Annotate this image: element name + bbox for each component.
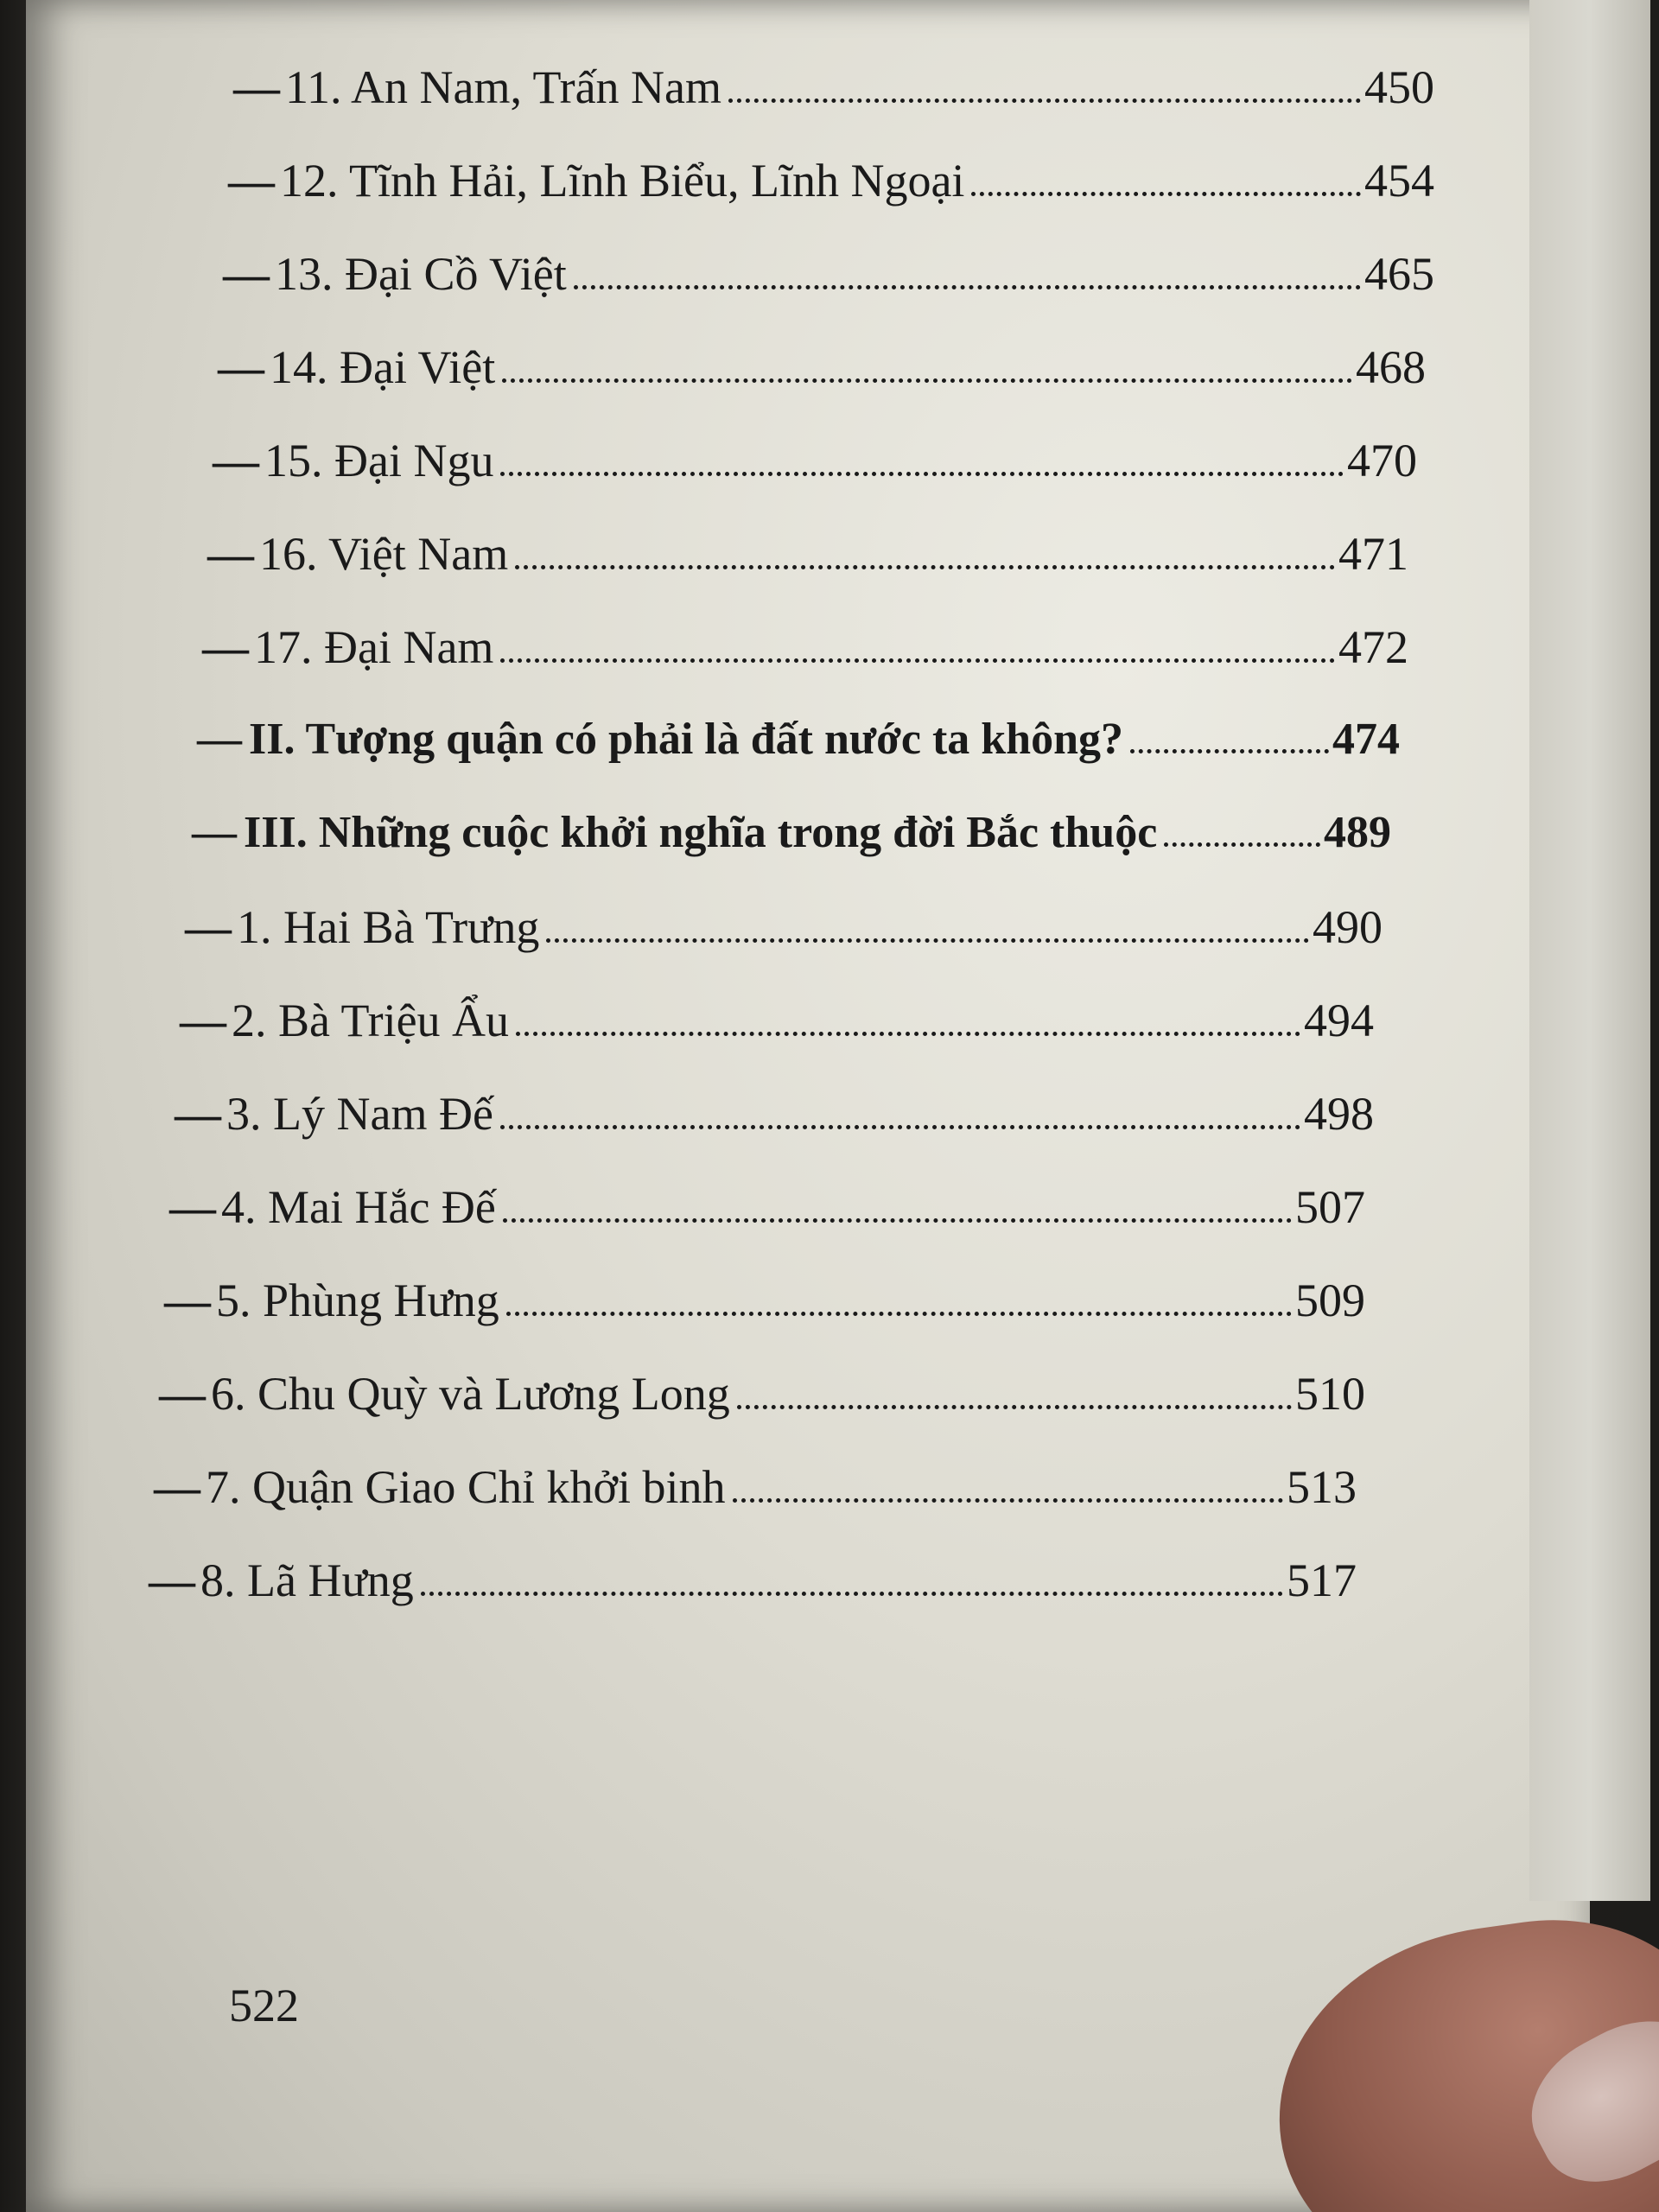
- toc-entry: [169, 1180, 1365, 1274]
- toc-entry-page: 474: [1332, 715, 1400, 764]
- toc-entry: [185, 900, 1382, 994]
- toc-entry-page: 471: [1338, 528, 1408, 580]
- thumbnail-shape: [1508, 1994, 1659, 2206]
- toc-entry: [223, 247, 1434, 340]
- dot-leader: [500, 472, 1344, 476]
- toc-entry-title: 8. Lã Hưng: [200, 1554, 414, 1606]
- toc-entry-page: 472: [1338, 621, 1408, 673]
- toc-entry-dash: —: [159, 1368, 206, 1420]
- toc-entry-dash: —: [207, 528, 254, 580]
- dot-leader: [1130, 749, 1329, 753]
- toc-entry-dash: —: [169, 1181, 216, 1233]
- toc-entry-page: 517: [1287, 1554, 1357, 1606]
- toc-entry: [149, 1554, 1357, 1647]
- toc-entry-dash: —: [175, 1088, 221, 1140]
- toc-entry-page: 454: [1364, 155, 1434, 207]
- dot-leader: [733, 1498, 1283, 1503]
- toc-entry-dash: —: [192, 808, 237, 857]
- table-of-contents: [149, 60, 1564, 1647]
- toc-entry-dash: —: [154, 1461, 200, 1513]
- dot-leader: [546, 938, 1309, 943]
- toc-entry: [159, 1367, 1365, 1460]
- toc-entry-page: 450: [1364, 61, 1434, 113]
- toc-entry: [180, 994, 1374, 1087]
- toc-entry-dash: —: [202, 621, 249, 673]
- dot-leader: [500, 658, 1335, 663]
- toc-entry: [154, 1460, 1357, 1554]
- toc-entry-title: 7. Quận Giao Chỉ khởi binh: [206, 1461, 726, 1513]
- toc-entry-title: 16. Việt Nam: [259, 528, 509, 580]
- toc-entry-title: 4. Mai Hắc Đế: [221, 1181, 496, 1233]
- toc-entry: [233, 60, 1434, 154]
- toc-entry-page: 468: [1356, 341, 1426, 393]
- toc-entry-title: 12. Tĩnh Hải, Lĩnh Biểu, Lĩnh Ngoại: [280, 155, 965, 207]
- dot-leader: [503, 1218, 1292, 1223]
- toc-entry: [218, 340, 1426, 434]
- toc-entry-title: 14. Đại Việt: [270, 341, 496, 393]
- toc-entry-page: 509: [1295, 1274, 1365, 1326]
- toc-entry-title: 1. Hai Bà Trưng: [237, 901, 540, 953]
- dot-leader: [515, 565, 1335, 569]
- toc-entry-title: 5. Phùng Hưng: [216, 1274, 499, 1326]
- toc-entry-title: 13. Đại Cồ Việt: [275, 248, 567, 300]
- dot-leader: [421, 1592, 1283, 1596]
- toc-entry: [192, 807, 1391, 900]
- toc-entry-title: 3. Lý Nam Đế: [226, 1088, 493, 1140]
- toc-entry-page: 513: [1287, 1461, 1357, 1513]
- dot-leader: [574, 285, 1361, 289]
- toc-entry-title: 6. Chu Quỳ và Lương Long: [211, 1368, 730, 1420]
- page-number: 522: [229, 1980, 299, 2031]
- toc-entry-page: 498: [1304, 1088, 1374, 1140]
- toc-entry-dash: —: [233, 61, 280, 113]
- toc-entry-dash: —: [149, 1554, 195, 1606]
- toc-entry-page: 490: [1313, 901, 1382, 953]
- toc-entry-page: 507: [1295, 1181, 1365, 1233]
- book-page: [26, 0, 1590, 2212]
- toc-entry-dash: —: [213, 435, 259, 486]
- toc-entry: [207, 527, 1408, 620]
- dot-leader: [728, 99, 1361, 103]
- toc-entry: [175, 1087, 1374, 1180]
- toc-entry-page: 465: [1364, 248, 1434, 300]
- toc-entry-title: 15. Đại Ngu: [264, 435, 494, 486]
- toc-entry: [197, 714, 1400, 807]
- toc-entry-page: 470: [1347, 435, 1417, 486]
- toc-entry-dash: —: [185, 901, 232, 953]
- dot-leader: [971, 192, 1361, 196]
- toc-entry-title: II. Tượng quận có phải là đất nước ta không?: [249, 715, 1124, 764]
- toc-entry-title: 2. Bà Triệu Ẩu: [232, 995, 510, 1046]
- toc-entry: [228, 154, 1434, 247]
- toc-entry: [164, 1274, 1365, 1367]
- toc-entry-dash: —: [164, 1274, 211, 1326]
- toc-entry-title: III. Những cuộc khởi nghĩa trong đời Bắc thuộc: [244, 808, 1158, 857]
- toc-entry-page: 489: [1324, 808, 1391, 857]
- toc-entry-page: 510: [1295, 1368, 1365, 1420]
- toc-entry-dash: —: [223, 248, 270, 300]
- toc-entry-title: 17. Đại Nam: [254, 621, 494, 673]
- toc-entry-page: 494: [1304, 995, 1374, 1046]
- dot-leader: [1164, 842, 1320, 847]
- toc-entry: [213, 434, 1417, 527]
- dot-leader: [500, 1125, 1300, 1129]
- dot-leader: [502, 378, 1352, 383]
- toc-entry-dash: —: [197, 715, 242, 764]
- toc-entry-dash: —: [180, 995, 226, 1046]
- dot-leader: [737, 1405, 1292, 1409]
- toc-entry-dash: —: [228, 155, 275, 207]
- toc-entry-title: 11. An Nam, Trấn Nam: [285, 61, 722, 113]
- toc-entry: [202, 620, 1408, 714]
- dot-leader: [516, 1032, 1300, 1036]
- toc-entry-dash: —: [218, 341, 264, 393]
- dot-leader: [506, 1312, 1292, 1316]
